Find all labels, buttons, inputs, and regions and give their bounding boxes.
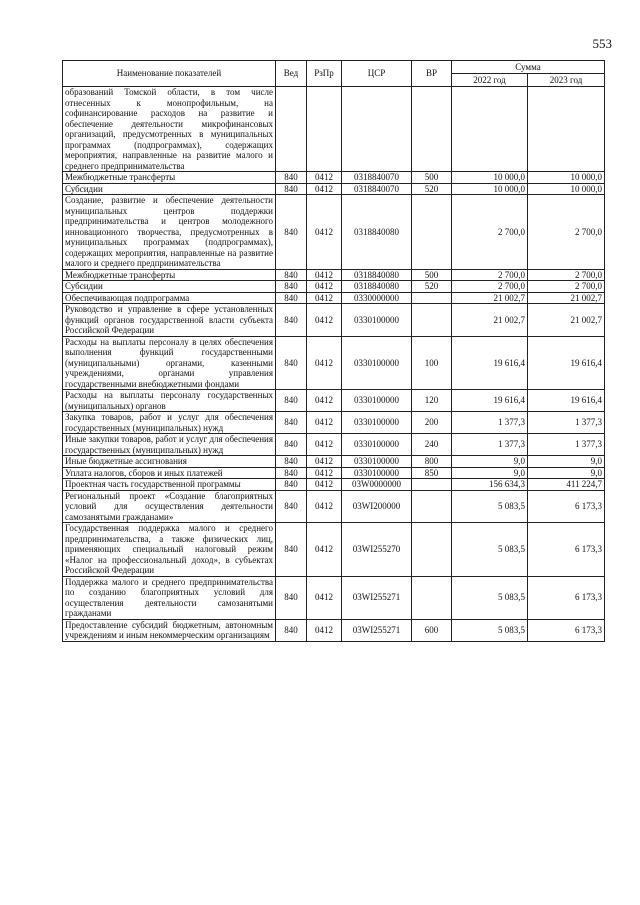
row-rzpr: 0412: [307, 479, 342, 491]
row-name: Проектная часть государственной программы: [63, 479, 276, 491]
row-ved: 840: [276, 479, 307, 491]
row-sum-2023: 9,0: [528, 467, 605, 479]
row-vr: 800: [412, 456, 452, 468]
row-sum-2022: 9,0: [452, 467, 528, 479]
row-ved: 840: [276, 281, 307, 293]
row-name: Иные закупки товаров, работ и услуг для обеспечения государственных (муниципальных) нужд: [63, 434, 276, 456]
row-rzpr: 0412: [307, 172, 342, 184]
row-rzpr: 0412: [307, 576, 342, 619]
table-header: [63, 61, 605, 87]
row-ved: 840: [276, 467, 307, 479]
row-rzpr: 0412: [307, 292, 342, 304]
row-sum-2023: 2 700,0: [528, 281, 605, 293]
row-name: Расходы на выплаты персоналу государственных (муниципальных) органов: [63, 390, 276, 412]
table-row: [63, 292, 605, 304]
row-ved: 840: [276, 390, 307, 412]
row-ved: 840: [276, 576, 307, 619]
row-sum-2023: 21 002,7: [528, 304, 605, 337]
row-sum-2023: 1 377,3: [528, 434, 605, 456]
row-sum-2022: [452, 87, 528, 172]
row-ved: 840: [276, 619, 307, 641]
table-row: [63, 269, 605, 281]
row-vr: 500: [412, 269, 452, 281]
row-csr: 0330100000: [342, 467, 412, 479]
row-sum-2023: 411 224,7: [528, 479, 605, 491]
header-csr: ЦСР: [342, 61, 412, 87]
row-csr: 0330100000: [342, 304, 412, 337]
row-rzpr: 0412: [307, 467, 342, 479]
row-sum-2022: 156 634,3: [452, 479, 528, 491]
table-row: [63, 281, 605, 293]
row-name: Государственная поддержка малого и среднего предпринимательства, а также физических лиц, применяющих специальный налоговый режим «Налог на профессиональный доход», в субъектах Российской Федерации: [63, 523, 276, 577]
row-rzpr: 0412: [307, 456, 342, 468]
table-row: [63, 467, 605, 479]
row-vr: 240: [412, 434, 452, 456]
row-sum-2022: 5 083,5: [452, 619, 528, 641]
row-sum-2023: 2 700,0: [528, 269, 605, 281]
row-name: Уплата налогов, сборов и иных платежей: [63, 467, 276, 479]
row-csr: [342, 87, 412, 172]
row-rzpr: 0412: [307, 434, 342, 456]
row-ved: 840: [276, 412, 307, 434]
row-sum-2023: 6 173,3: [528, 619, 605, 641]
header-name: Наименование показателей: [63, 61, 276, 87]
row-sum-2023: 2 700,0: [528, 195, 605, 270]
table-row: [63, 304, 605, 337]
row-name: Иные бюджетные ассигнования: [63, 456, 276, 468]
row-csr: 03WI255270: [342, 523, 412, 577]
row-sum-2023: 6 173,3: [528, 576, 605, 619]
row-sum-2022: 2 700,0: [452, 269, 528, 281]
row-csr: 0318840080: [342, 195, 412, 270]
row-csr: 0318840070: [342, 172, 412, 184]
row-csr: 03WI255271: [342, 576, 412, 619]
row-sum-2022: 19 616,4: [452, 390, 528, 412]
row-name: Субсидии: [63, 281, 276, 293]
row-ved: 840: [276, 172, 307, 184]
row-sum-2022: 5 083,5: [452, 523, 528, 577]
row-rzpr: 0412: [307, 390, 342, 412]
row-sum-2022: 9,0: [452, 456, 528, 468]
table-row: [63, 183, 605, 195]
row-sum-2022: 2 700,0: [452, 195, 528, 270]
row-vr: 500: [412, 172, 452, 184]
row-name: Межбюджетные трансферты: [63, 172, 276, 184]
row-vr: 520: [412, 281, 452, 293]
row-vr: [412, 490, 452, 523]
row-rzpr: 0412: [307, 490, 342, 523]
header-rzpr: РзПр: [307, 61, 342, 87]
row-csr: 0330000000: [342, 292, 412, 304]
row-ved: 840: [276, 490, 307, 523]
row-csr: 0318840080: [342, 281, 412, 293]
row-rzpr: 0412: [307, 619, 342, 641]
row-ved: 840: [276, 269, 307, 281]
row-sum-2023: 10 000,0: [528, 183, 605, 195]
table-row: [63, 619, 605, 641]
row-name: Межбюджетные трансферты: [63, 269, 276, 281]
row-vr: [412, 304, 452, 337]
row-rzpr: 0412: [307, 412, 342, 434]
row-csr: 03W0000000: [342, 479, 412, 491]
row-csr: 0330100000: [342, 412, 412, 434]
row-rzpr: 0412: [307, 195, 342, 270]
row-csr: 0330100000: [342, 434, 412, 456]
row-vr: 520: [412, 183, 452, 195]
row-ved: 840: [276, 195, 307, 270]
row-sum-2023: 9,0: [528, 456, 605, 468]
row-ved: 840: [276, 434, 307, 456]
row-sum-2022: 5 083,5: [452, 576, 528, 619]
table-row: [63, 490, 605, 523]
table-row: [63, 456, 605, 468]
row-ved: 840: [276, 523, 307, 577]
row-rzpr: 0412: [307, 336, 342, 390]
row-rzpr: 0412: [307, 281, 342, 293]
row-rzpr: [307, 87, 342, 172]
row-sum-2022: 10 000,0: [452, 172, 528, 184]
row-vr: 100: [412, 336, 452, 390]
header-year-2023: 2023 год: [528, 74, 605, 87]
row-vr: [412, 479, 452, 491]
row-ved: 840: [276, 336, 307, 390]
table-row: [63, 336, 605, 390]
row-ved: 840: [276, 456, 307, 468]
row-vr: 200: [412, 412, 452, 434]
row-name: Региональный проект «Создание благоприятных условий для осуществления деятельности самозанятыми гражданами»: [63, 490, 276, 523]
row-csr: 0330100000: [342, 390, 412, 412]
table-row: [63, 412, 605, 434]
row-vr: 600: [412, 619, 452, 641]
table-row: [63, 87, 605, 172]
row-name: Руководство и управление в сфере установленных функций органов государственной власти субъекта Российской Федерации: [63, 304, 276, 337]
table-row: [63, 434, 605, 456]
row-ved: 840: [276, 183, 307, 195]
row-name: Закупка товаров, работ и услуг для обеспечения государственных (муниципальных) нужд: [63, 412, 276, 434]
row-sum-2022: 5 083,5: [452, 490, 528, 523]
row-sum-2023: 21 002,7: [528, 292, 605, 304]
table-row: [63, 390, 605, 412]
row-sum-2023: 19 616,4: [528, 390, 605, 412]
row-vr: 850: [412, 467, 452, 479]
row-vr: [412, 292, 452, 304]
table-row: [63, 195, 605, 270]
row-sum-2023: 19 616,4: [528, 336, 605, 390]
row-vr: [412, 195, 452, 270]
table-body: [63, 87, 605, 642]
row-rzpr: 0412: [307, 269, 342, 281]
row-rzpr: 0412: [307, 523, 342, 577]
row-sum-2023: 6 173,3: [528, 523, 605, 577]
row-rzpr: 0412: [307, 304, 342, 337]
row-csr: 0330100000: [342, 336, 412, 390]
row-name: Поддержка малого и среднего предпринимательства по созданию благоприятных условий для осуществления деятельности самозанятыми гражданами: [63, 576, 276, 619]
table-row: [63, 523, 605, 577]
row-ved: 840: [276, 304, 307, 337]
row-sum-2022: 1 377,3: [452, 412, 528, 434]
row-sum-2022: 1 377,3: [452, 434, 528, 456]
row-sum-2023: 10 000,0: [528, 172, 605, 184]
row-vr: [412, 87, 452, 172]
row-name: Расходы на выплаты персоналу в целях обеспечения выполнения функций государственными (муниципальными) органами, казенными учреждениями, органами управления государственными внебюджетными фондами: [63, 336, 276, 390]
row-csr: 03WI200000: [342, 490, 412, 523]
row-csr: 0318840080: [342, 269, 412, 281]
row-name: Субсидии: [63, 183, 276, 195]
row-sum-2022: 21 002,7: [452, 292, 528, 304]
row-sum-2023: 1 377,3: [528, 412, 605, 434]
row-ved: [276, 87, 307, 172]
row-sum-2022: 10 000,0: [452, 183, 528, 195]
row-csr: 03WI255271: [342, 619, 412, 641]
row-csr: 0330100000: [342, 456, 412, 468]
row-rzpr: 0412: [307, 183, 342, 195]
row-csr: 0318840070: [342, 183, 412, 195]
table-row: [63, 172, 605, 184]
table-row: [63, 576, 605, 619]
row-name: Создание, развитие и обеспечение деятельности муниципальных центров поддержки предпринимательства и центров молодежного инновационного творчества, предусмотренных в муниципальных программах (подпрограммах), содержащих мероприятия, направленные на развитие малого и среднего предпринимательства: [63, 195, 276, 270]
row-vr: [412, 576, 452, 619]
row-name: Предоставление субсидий бюджетным, автономным учреждениям и иным некоммерческим организациям: [63, 619, 276, 641]
row-sum-2022: 2 700,0: [452, 281, 528, 293]
header-ved: Вед: [276, 61, 307, 87]
row-ved: 840: [276, 292, 307, 304]
row-vr: 120: [412, 390, 452, 412]
row-vr: [412, 523, 452, 577]
table-row: [63, 479, 605, 491]
row-sum-2023: [528, 87, 605, 172]
row-name: Обеспечивающая подпрограмма: [63, 292, 276, 304]
header-year-2022: 2022 год: [452, 74, 528, 87]
row-sum-2022: 21 002,7: [452, 304, 528, 337]
row-sum-2022: 19 616,4: [452, 336, 528, 390]
header-vr: ВР: [412, 61, 452, 87]
row-sum-2023: 6 173,3: [528, 490, 605, 523]
row-name: образований Томской области, в том числе отнесенных к монопрофильным, на софинансирование расходов на развитие и обеспечение деятельности микрофинансовых организаций, предусмотренных в муниципальных программах (подпрограммах), содержащих мероприятия, направленные на развитие малого и среднего предпринимательства: [63, 87, 276, 172]
header-sum: Сумма: [452, 61, 605, 74]
budget-table: [62, 60, 605, 642]
page-number: 553: [592, 36, 612, 51]
